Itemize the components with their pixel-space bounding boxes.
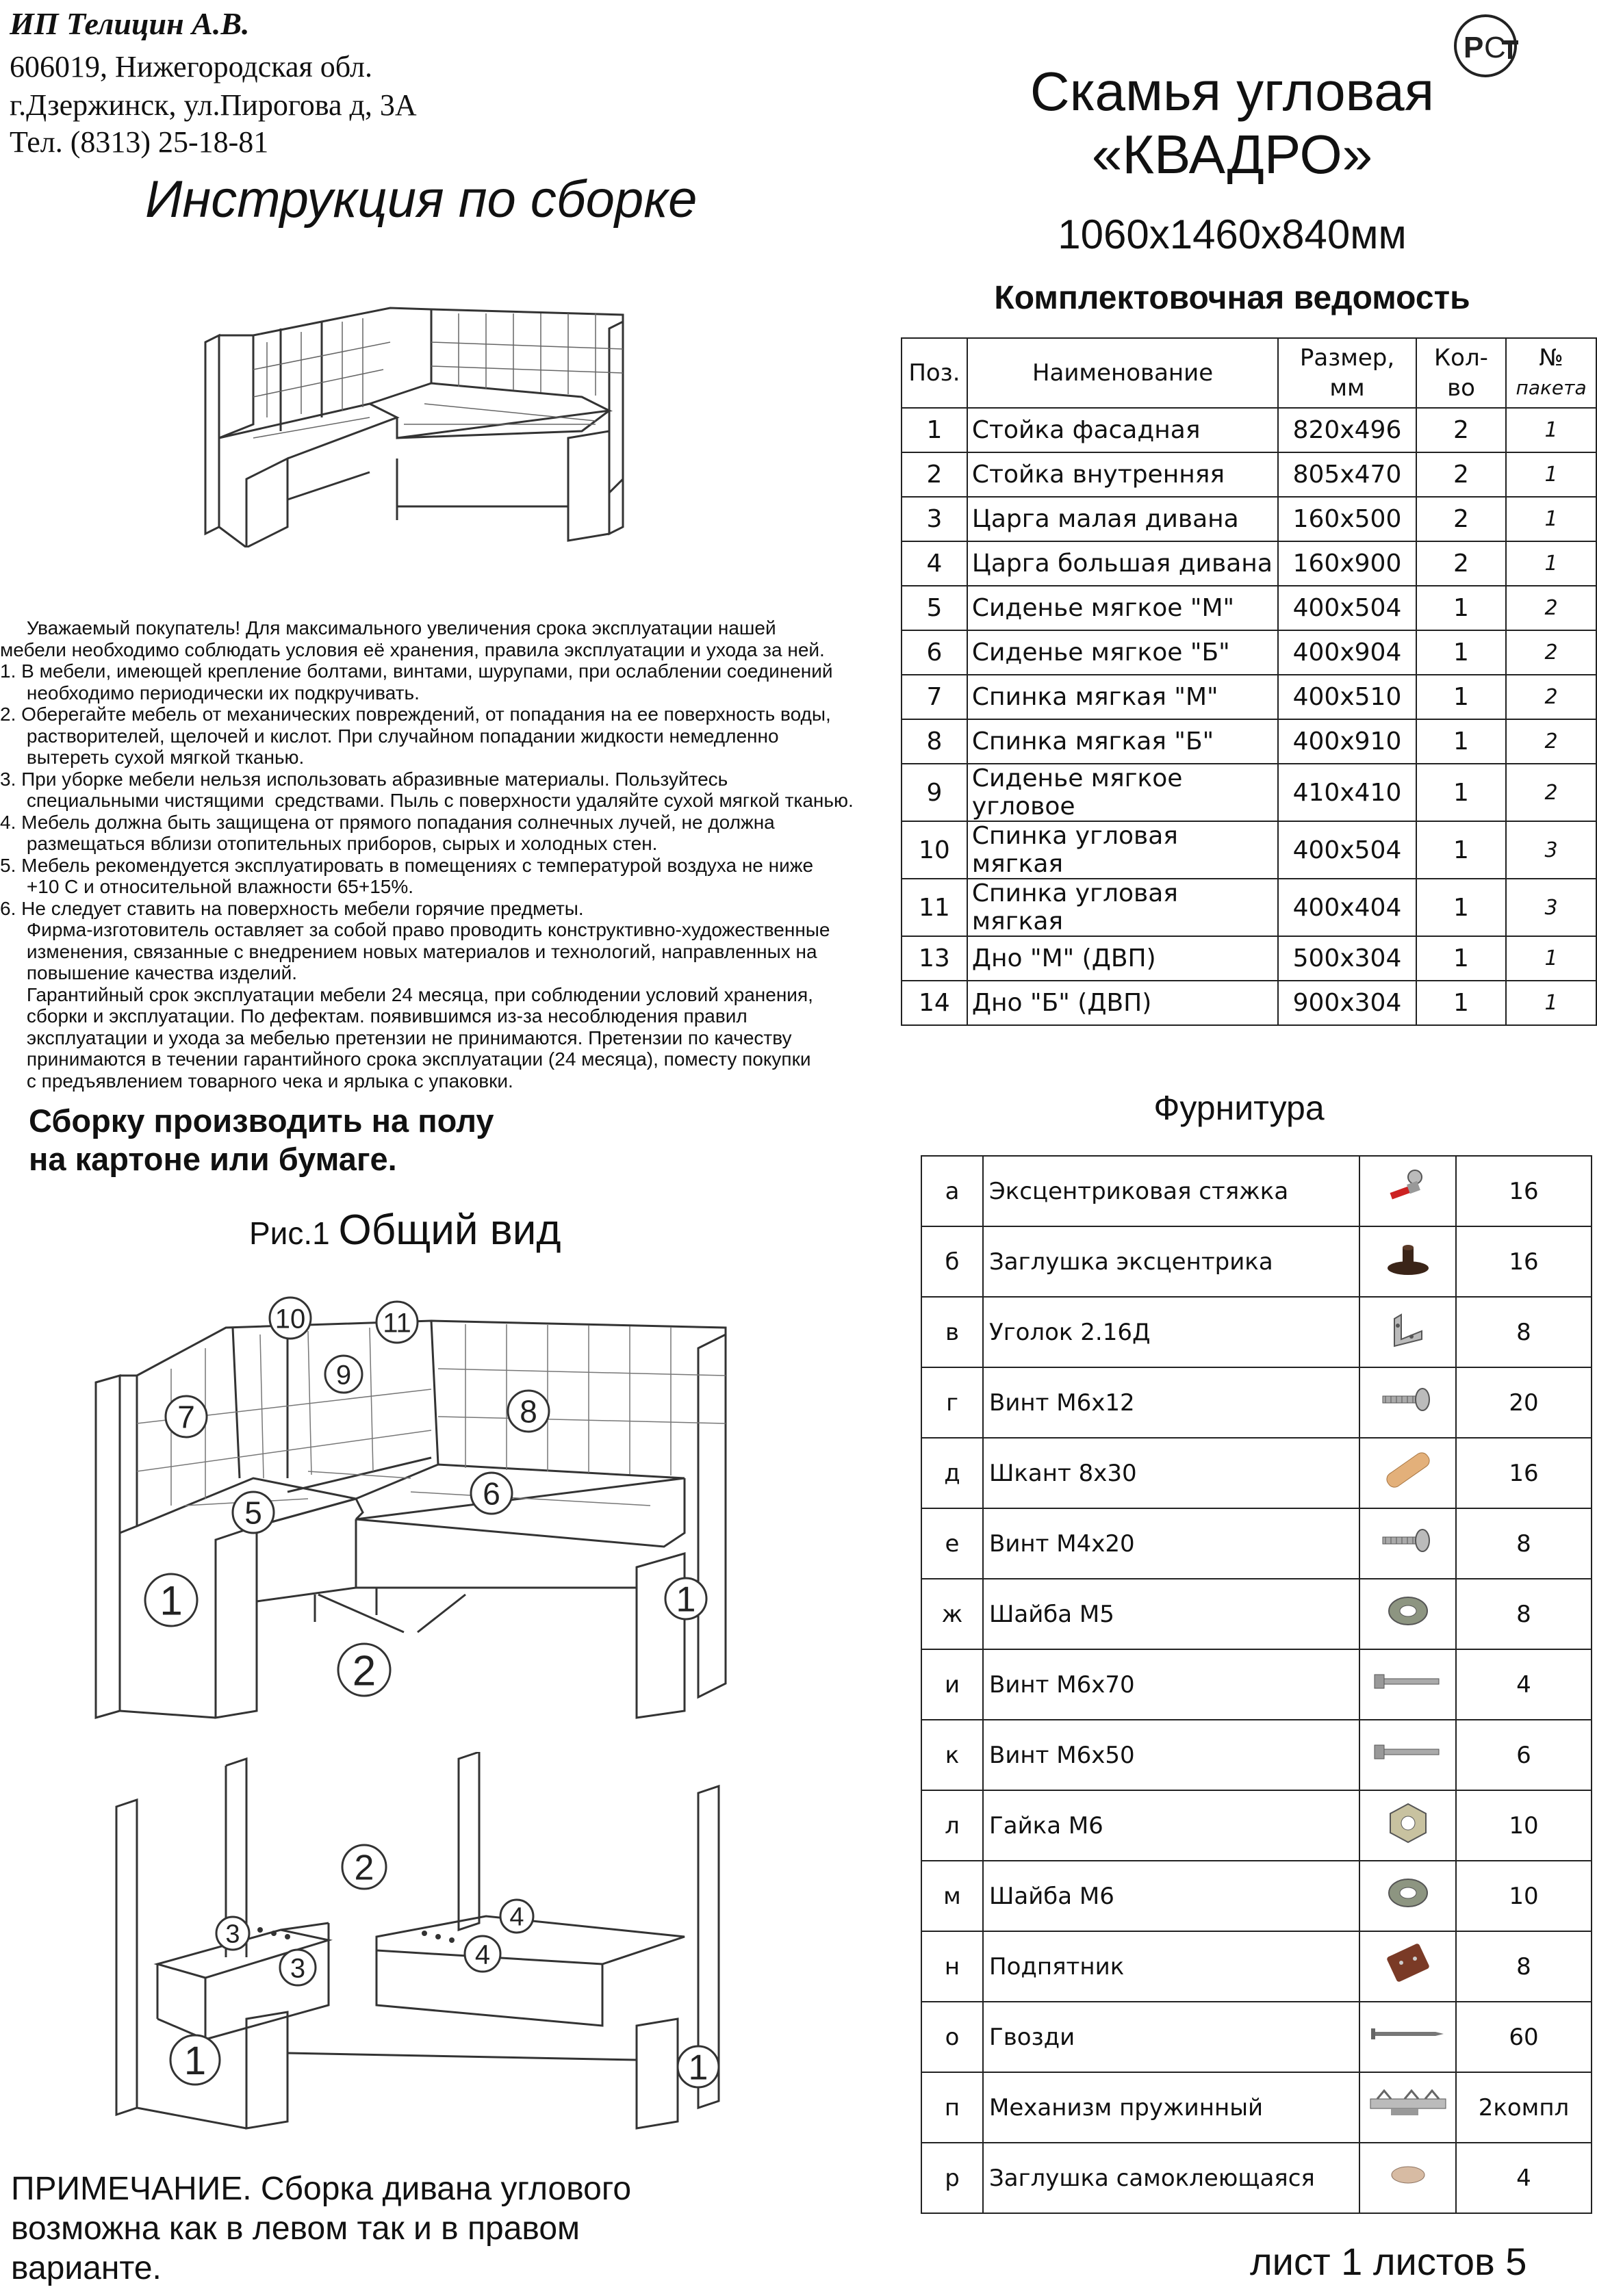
hardware-code: п xyxy=(921,2072,983,2143)
hardware-row xyxy=(921,1438,1592,1508)
hardware-qty: 16 xyxy=(1456,1226,1592,1297)
hardware-name: Механизм пружинный xyxy=(983,2072,1359,2143)
hardware-row xyxy=(921,2002,1592,2072)
care-line: 1. В мебели, имеющей крепление болтами, винтами, шурупами, при ослаблении соединений xyxy=(0,660,833,682)
care-line: вытереть сухой мягкой тканью. xyxy=(0,747,305,768)
callout-label: 8 xyxy=(520,1393,537,1430)
instruction-title: Инструкция по сборке xyxy=(145,170,698,229)
screw-icon xyxy=(1359,1508,1456,1579)
company-address-line1: 606019, Нижегородская обл. xyxy=(10,50,372,83)
adhesive-cap-icon xyxy=(1359,2143,1456,2213)
washer-icon xyxy=(1359,1579,1456,1649)
parts-row xyxy=(902,630,1596,675)
part-name: Стойка фасадная xyxy=(967,408,1278,452)
parts-row xyxy=(902,586,1596,630)
hardware-qty: 8 xyxy=(1456,1931,1592,2002)
svg-text:Р: Р xyxy=(1464,31,1484,64)
part-qty: 1 xyxy=(1416,936,1506,981)
product-dimensions: 1060х1460х840мм xyxy=(1058,211,1407,257)
part-pos: 6 xyxy=(902,630,967,675)
hardware-row xyxy=(921,2072,1592,2143)
care-line: повышение качества изделий. xyxy=(0,962,298,983)
hardware-row xyxy=(921,1508,1592,1579)
care-line: Фирма-изготовитель оставляет за собой право проводить конструктивно-художественные xyxy=(0,919,830,940)
callout-label: 4 xyxy=(509,1902,524,1932)
hardware-code: к xyxy=(921,1720,983,1790)
hardware-name: Уголок 2.16Д xyxy=(983,1297,1359,1367)
hardware-code: в xyxy=(921,1297,983,1367)
eccentric-coupler-icon xyxy=(1359,1156,1456,1226)
hardware-code: и xyxy=(921,1649,983,1720)
assembly-note-line1: Сборку производить на полу xyxy=(29,1102,494,1139)
header-qty: Кол-во xyxy=(1416,338,1506,408)
parts-row xyxy=(902,936,1596,981)
hardware-name: Гайка М6 xyxy=(983,1790,1359,1861)
spring-mechanism-icon xyxy=(1359,2072,1456,2143)
part-pack: 2 xyxy=(1506,675,1596,719)
part-qty: 1 xyxy=(1416,821,1506,879)
part-name: Сиденье мягкое "Б" xyxy=(967,630,1278,675)
hardware-qty: 20 xyxy=(1456,1367,1592,1438)
part-qty: 2 xyxy=(1416,497,1506,541)
part-name: Царга большая дивана xyxy=(967,541,1278,586)
hardware-name: Шкант 8х30 xyxy=(983,1438,1359,1508)
hardware-code: а xyxy=(921,1156,983,1226)
parts-row xyxy=(902,719,1596,764)
callout-label: 11 xyxy=(383,1308,411,1339)
part-size: 400х904 xyxy=(1278,630,1416,675)
hardware-qty: 10 xyxy=(1456,1790,1592,1861)
header-size-line2: мм xyxy=(1329,374,1365,402)
part-qty: 1 xyxy=(1416,764,1506,821)
part-pos: 4 xyxy=(902,541,967,586)
part-pack: 2 xyxy=(1506,719,1596,764)
hardware-qty: 8 xyxy=(1456,1508,1592,1579)
part-size: 160х500 xyxy=(1278,497,1416,541)
callout-label: 2 xyxy=(354,1848,374,1888)
part-pack: 1 xyxy=(1506,541,1596,586)
figure-caption-main: Общий вид xyxy=(338,1207,561,1254)
care-line: необходимо периодически их подкручивать. xyxy=(0,682,420,704)
hardware-row xyxy=(921,1156,1592,1226)
parts-row xyxy=(902,541,1596,586)
hardware-name: Заглушка эксцентрика xyxy=(983,1226,1359,1297)
hardware-row xyxy=(921,1861,1592,1931)
callout-label: 7 xyxy=(177,1399,195,1435)
parts-row xyxy=(902,879,1596,936)
callout-label: 2 xyxy=(352,1647,376,1695)
header-size xyxy=(1278,338,1416,408)
assembly-note-line2: на картоне или бумаге. xyxy=(29,1141,397,1177)
hardware-row xyxy=(921,1579,1592,1649)
part-size: 400х504 xyxy=(1278,586,1416,630)
part-size: 820х496 xyxy=(1278,408,1416,452)
figure-caption xyxy=(249,1206,561,1254)
part-qty: 1 xyxy=(1416,981,1506,1025)
hardware-qty: 16 xyxy=(1456,1156,1592,1226)
parts-row xyxy=(902,821,1596,879)
part-size: 400х910 xyxy=(1278,719,1416,764)
header-pack xyxy=(1506,338,1596,408)
part-size: 500х304 xyxy=(1278,936,1416,981)
hardware-name: Эксцентриковая стяжка xyxy=(983,1156,1359,1226)
product-title xyxy=(958,60,1506,186)
hardware-qty: 16 xyxy=(1456,1438,1592,1508)
assembly-note xyxy=(29,1102,494,1178)
glide-pad-icon xyxy=(1359,1931,1456,2002)
hardware-name: Подпятник xyxy=(983,1931,1359,2002)
part-name: Сиденье мягкое угловое xyxy=(967,764,1278,821)
hardware-code: о xyxy=(921,2002,983,2072)
callout-label: 10 xyxy=(274,1304,306,1334)
hardware-code: ж xyxy=(921,1579,983,1649)
part-pack: 1 xyxy=(1506,936,1596,981)
callout-label: 1 xyxy=(688,2048,708,2088)
company-phone: Тел. (8313) 25-18-81 xyxy=(10,125,269,159)
care-line: Уважаемый покупатель! Для максимального увеличения срока эксплуатации нашей xyxy=(0,617,776,639)
assembled-bench-diagram xyxy=(82,1273,753,1725)
part-pack: 2 xyxy=(1506,586,1596,630)
header-size-line1: Размер, xyxy=(1299,344,1395,372)
hardware-code: л xyxy=(921,1790,983,1861)
callout-label: 3 xyxy=(290,1953,306,1984)
part-qty: 1 xyxy=(1416,586,1506,630)
part-pos: 8 xyxy=(902,719,967,764)
product-title-line1: Скамья угловая xyxy=(1030,61,1435,122)
hardware-qty: 6 xyxy=(1456,1720,1592,1790)
care-line: 6. Не следует ставить на поверхность мебели горячие предметы. xyxy=(0,897,584,919)
hardware-name: Винт М6х70 xyxy=(983,1649,1359,1720)
hardware-code: д xyxy=(921,1438,983,1508)
part-name: Дно "Б" (ДВП) xyxy=(967,981,1278,1025)
hardware-qty: 4 xyxy=(1456,1649,1592,1720)
callout-label: 6 xyxy=(483,1475,500,1512)
care-line: размещаться вблизи отопительных приборов, сырых и холодных стен. xyxy=(0,833,658,854)
assembly-remark xyxy=(11,2169,631,2288)
part-pos: 11 xyxy=(902,879,967,936)
part-name: Спинка угловая мягкая xyxy=(967,821,1278,879)
part-pos: 1 xyxy=(902,408,967,452)
part-pos: 3 xyxy=(902,497,967,541)
hardware-name: Шайба М6 xyxy=(983,1861,1359,1931)
callout-label: 1 xyxy=(676,1579,696,1620)
care-line: 4. Мебель должна быть защищена от прямого попадания солнечных лучей, не должна xyxy=(0,811,775,833)
callout-label: 3 xyxy=(225,1920,240,1949)
callout-label: 9 xyxy=(335,1360,352,1391)
part-pack: 2 xyxy=(1506,764,1596,821)
hardware-qty: 8 xyxy=(1456,1297,1592,1367)
callout-label: 5 xyxy=(244,1495,262,1531)
hardware-code: р xyxy=(921,2143,983,2213)
part-pos: 2 xyxy=(902,452,967,497)
part-pack: 3 xyxy=(1506,821,1596,879)
part-qty: 2 xyxy=(1416,408,1506,452)
part-name: Царга малая дивана xyxy=(967,497,1278,541)
care-line: 5. Мебель рекомендуется эксплуатировать в помещениях с температурой воздуха не ниже xyxy=(0,854,814,876)
bolt-icon xyxy=(1359,1649,1456,1720)
care-line: сборки и эксплуатации. По дефектам. появившимся из-за несоблюдения правил xyxy=(0,1005,748,1027)
part-size: 805х470 xyxy=(1278,452,1416,497)
hardware-qty: 60 xyxy=(1456,2002,1592,2072)
hardware-name: Гвозди xyxy=(983,2002,1359,2072)
hardware-code: е xyxy=(921,1508,983,1579)
hardware-row xyxy=(921,1649,1592,1720)
care-line: специальными чистящими средствами. Пыль с поверхности удаляйте сухой мягкой тканью. xyxy=(0,790,854,811)
hardware-row xyxy=(921,1367,1592,1438)
part-qty: 1 xyxy=(1416,719,1506,764)
parts-row xyxy=(902,497,1596,541)
parts-row xyxy=(902,408,1596,452)
sheet-number: лист 1 листов 5 xyxy=(1250,2240,1527,2283)
hardware-qty: 8 xyxy=(1456,1579,1592,1649)
hardware-name: Шайба М5 xyxy=(983,1579,1359,1649)
hardware-table xyxy=(921,1155,1592,2214)
callout-label: 4 xyxy=(474,1939,491,1970)
part-pack: 1 xyxy=(1506,452,1596,497)
part-name: Дно "М" (ДВП) xyxy=(967,936,1278,981)
assembly-remark-line3: варианте. xyxy=(11,2250,162,2286)
part-name: Спинка угловая мягкая xyxy=(967,879,1278,936)
hardware-row xyxy=(921,1790,1592,1861)
hardware-row xyxy=(921,1226,1592,1297)
frame-assembly-diagram xyxy=(103,1752,760,2135)
corner-bracket-icon xyxy=(1359,1297,1456,1367)
figure-caption-prefix: Рис.1 xyxy=(249,1215,330,1251)
part-name: Сиденье мягкое "М" xyxy=(967,586,1278,630)
part-name: Спинка мягкая "Б" xyxy=(967,719,1278,764)
part-size: 410х410 xyxy=(1278,764,1416,821)
hardware-row xyxy=(921,1720,1592,1790)
part-qty: 1 xyxy=(1416,675,1506,719)
part-pos: 5 xyxy=(902,586,967,630)
parts-table xyxy=(901,337,1597,1026)
part-name: Спинка мягкая "М" xyxy=(967,675,1278,719)
hardware-row xyxy=(921,2143,1592,2213)
hardware-name: Заглушка самоклеющаяся xyxy=(983,2143,1359,2213)
part-pack: 1 xyxy=(1506,497,1596,541)
hardware-name: Винт М4х20 xyxy=(983,1508,1359,1579)
assembly-remark-line2: возможна как в левом так и в правом xyxy=(11,2210,580,2247)
parts-list-title: Комплектовочная ведомость xyxy=(994,280,1470,316)
hardware-title: Фурнитура xyxy=(1153,1089,1325,1127)
header-pos: Поз. xyxy=(902,338,967,408)
company-name: ИП Телицин А.В. xyxy=(10,6,250,41)
parts-row xyxy=(902,764,1596,821)
care-line: 3. При уборке мебели нельзя использовать абразивные материалы. Пользуйтесь xyxy=(0,768,728,790)
washer-icon xyxy=(1359,1861,1456,1931)
care-line: +10 С и относительной влажности 65+15%. xyxy=(0,876,414,897)
hardware-code: м xyxy=(921,1861,983,1931)
care-line: 2. Оберегайте мебель от механических повреждений, от попадания на ее поверхность воды, xyxy=(0,704,831,725)
product-title-line2: «КВАДРО» xyxy=(1091,124,1373,185)
part-pos: 14 xyxy=(902,981,967,1025)
assembly-remark-line1: ПРИМЕЧАНИЕ. Сборка дивана углового xyxy=(11,2171,632,2207)
parts-row xyxy=(902,452,1596,497)
hardware-qty: 4 xyxy=(1456,2143,1592,2213)
part-pack: 1 xyxy=(1506,981,1596,1025)
parts-row xyxy=(902,675,1596,719)
part-size: 900х304 xyxy=(1278,981,1416,1025)
part-qty: 2 xyxy=(1416,452,1506,497)
hardware-code: г xyxy=(921,1367,983,1438)
care-line: Гарантийный срок эксплуатации мебели 24 месяца, при соблюдении условий хранения, xyxy=(0,983,813,1005)
nail-icon xyxy=(1359,2002,1456,2072)
part-size: 160х900 xyxy=(1278,541,1416,586)
parts-row xyxy=(902,981,1596,1025)
hardware-qty: 10 xyxy=(1456,1861,1592,1931)
part-size: 400х504 xyxy=(1278,821,1416,879)
care-line: изменения, связанные с внедрением новых материалов и технологий, направленных на xyxy=(0,940,817,962)
hardware-code: н xyxy=(921,1931,983,2002)
part-pack: 3 xyxy=(1506,879,1596,936)
care-line: растворителей, щелочей и кислот. При случайном попадании жидкости немедленно xyxy=(0,725,779,747)
hardware-code: б xyxy=(921,1226,983,1297)
hardware-row xyxy=(921,1931,1592,2002)
part-pos: 13 xyxy=(902,936,967,981)
part-pos: 10 xyxy=(902,821,967,879)
care-instructions xyxy=(0,617,869,1092)
hardware-qty: 2компл xyxy=(1456,2072,1592,2143)
bolt-icon xyxy=(1359,1720,1456,1790)
part-size: 400х404 xyxy=(1278,879,1416,936)
header-name: Наименование xyxy=(967,338,1278,408)
part-qty: 2 xyxy=(1416,541,1506,586)
part-pos: 9 xyxy=(902,764,967,821)
care-line: мебели необходимо соблюдать условия её хранения, правила эксплуатации и ухода за ней. xyxy=(0,639,825,660)
company-address-line2: г.Дзержинск, ул.Пирогова д, 3А xyxy=(10,88,417,122)
part-pack: 2 xyxy=(1506,630,1596,675)
hardware-row xyxy=(921,1297,1592,1367)
header-pack-line2: пакета xyxy=(1516,376,1587,399)
bench-preview-illustration xyxy=(199,301,643,547)
part-name: Стойка внутренняя xyxy=(967,452,1278,497)
part-pack: 1 xyxy=(1506,408,1596,452)
eccentric-cap-icon xyxy=(1359,1226,1456,1297)
hardware-name: Винт М6х12 xyxy=(983,1367,1359,1438)
parts-table-header xyxy=(902,338,1596,408)
nut-icon xyxy=(1359,1790,1456,1861)
svg-text:С: С xyxy=(1484,31,1506,64)
part-qty: 1 xyxy=(1416,879,1506,936)
callout-label: 1 xyxy=(159,1577,183,1624)
header-pack-line1: № xyxy=(1539,344,1563,372)
care-line: с предъявлением товарного чека и ярлыка с упаковки. xyxy=(0,1070,513,1092)
screw-icon xyxy=(1359,1367,1456,1438)
callout-label: 1 xyxy=(183,2038,207,2083)
care-line: эксплуатации и ухода за мебелью претензии не принимаются. Претензии по качеству xyxy=(0,1027,792,1048)
care-line: принимаются в течении гарантийного срока эксплуатации (24 месяца), поместу покупки xyxy=(0,1048,811,1070)
part-pos: 7 xyxy=(902,675,967,719)
part-size: 400х510 xyxy=(1278,675,1416,719)
hardware-name: Винт М6х50 xyxy=(983,1720,1359,1790)
dowel-icon xyxy=(1359,1438,1456,1508)
part-qty: 1 xyxy=(1416,630,1506,675)
